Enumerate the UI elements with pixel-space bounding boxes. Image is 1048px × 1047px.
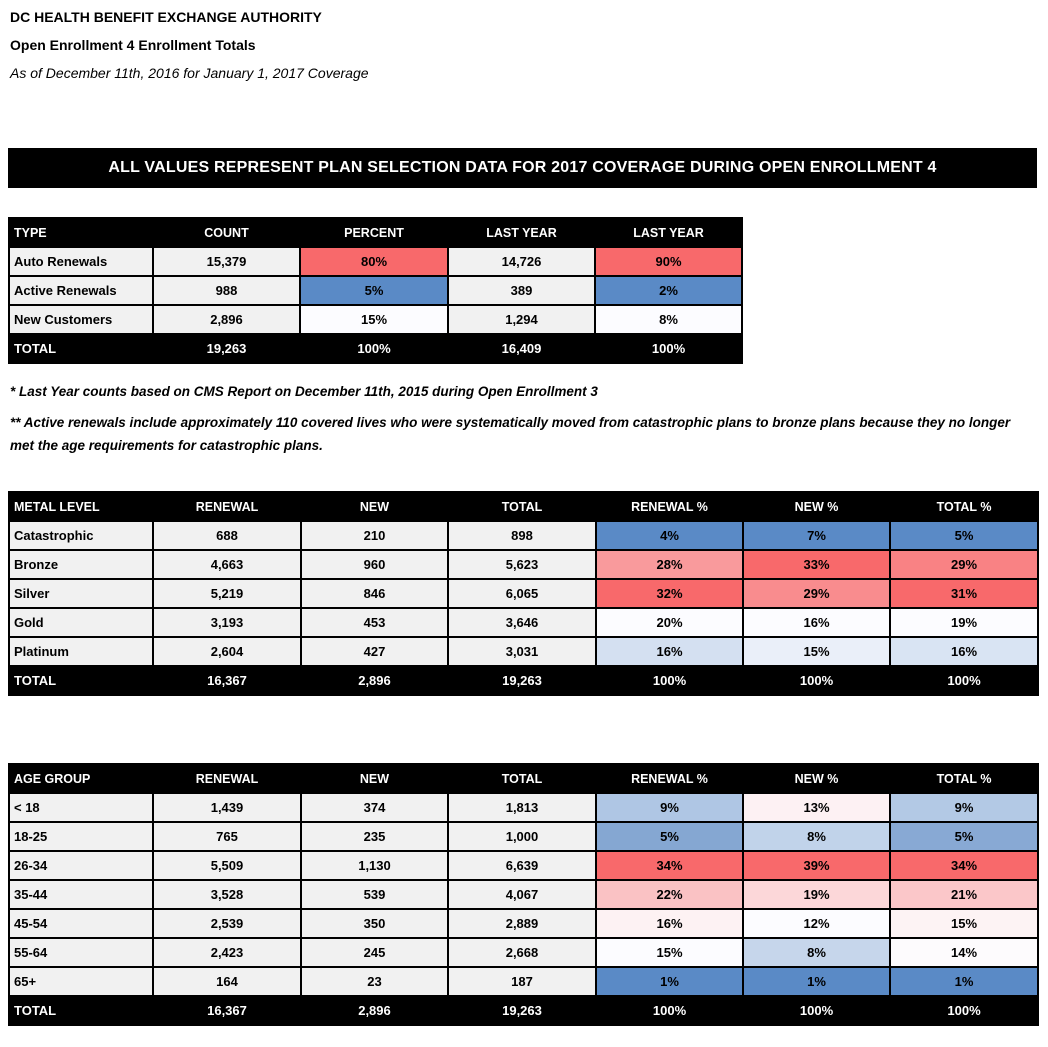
value-cell: 187 (448, 967, 596, 996)
value-cell: 100% (595, 334, 742, 363)
data-row (9, 909, 1038, 938)
column-header: RENEWAL % (596, 492, 743, 521)
value-cell: 453 (301, 608, 448, 637)
value-cell: 2,539 (153, 909, 301, 938)
value-cell: 100% (596, 666, 743, 695)
percent-cell: 15% (300, 305, 448, 334)
percent-cell: 8% (595, 305, 742, 334)
percent-cell: 31% (890, 579, 1038, 608)
data-row (9, 550, 1038, 579)
percent-cell: 28% (596, 550, 743, 579)
value-cell: 100% (596, 996, 743, 1025)
column-header: NEW % (743, 764, 890, 793)
column-header: PERCENT (300, 218, 448, 247)
header-row (9, 764, 1038, 793)
value-cell: 23 (301, 967, 448, 996)
percent-cell: 16% (596, 909, 743, 938)
total-row (9, 666, 1038, 695)
as-of-date-line: As of December 11th, 2016 for January 1, 2017 Coverage (10, 65, 369, 81)
value-cell: 245 (301, 938, 448, 967)
header-row (9, 492, 1038, 521)
value-cell: 15,379 (153, 247, 300, 276)
org-title: DC HEALTH BENEFIT EXCHANGE AUTHORITY (10, 9, 322, 25)
value-cell: 6,065 (448, 579, 596, 608)
value-cell: 1,130 (301, 851, 448, 880)
value-cell: 6,639 (448, 851, 596, 880)
value-cell: 374 (301, 793, 448, 822)
age-group-table (8, 763, 1039, 1026)
row-label: TOTAL (9, 334, 153, 363)
value-cell: 100% (890, 996, 1038, 1025)
footnote-active-renewals: ** Active renewals include approximately 110 covered lives who were systematically moved from catastrophic plans to bronze plans because they no longer met the age requirements for catastrophic plans. (10, 415, 1011, 453)
column-header: TOTAL (448, 492, 596, 521)
percent-cell: 15% (743, 637, 890, 666)
total-row (9, 996, 1038, 1025)
value-cell: 4,067 (448, 880, 596, 909)
percent-cell: 22% (596, 880, 743, 909)
value-cell: 846 (301, 579, 448, 608)
percent-cell: 5% (890, 521, 1038, 550)
percent-cell: 13% (743, 793, 890, 822)
column-header: METAL LEVEL (9, 492, 153, 521)
value-cell: 2,896 (301, 666, 448, 695)
value-cell: 765 (153, 822, 301, 851)
value-cell: 988 (153, 276, 300, 305)
data-row (9, 521, 1038, 550)
type-summary-table (8, 217, 743, 364)
percent-cell: 21% (890, 880, 1038, 909)
row-label: 65+ (9, 967, 153, 996)
row-label: Gold (9, 608, 153, 637)
report-title: Open Enrollment 4 Enrollment Totals (10, 37, 256, 53)
percent-cell: 29% (743, 579, 890, 608)
value-cell: 19,263 (153, 334, 300, 363)
value-cell: 100% (743, 666, 890, 695)
percent-cell: 1% (890, 967, 1038, 996)
row-label: < 18 (9, 793, 153, 822)
percent-cell: 32% (596, 579, 743, 608)
value-cell: 19,263 (448, 996, 596, 1025)
value-cell: 350 (301, 909, 448, 938)
value-cell: 3,193 (153, 608, 301, 637)
column-header: RENEWAL (153, 492, 301, 521)
plan-selection-banner (8, 148, 1037, 188)
percent-cell: 34% (890, 851, 1038, 880)
value-cell: 164 (153, 967, 301, 996)
percent-cell: 34% (596, 851, 743, 880)
row-label: Auto Renewals (9, 247, 153, 276)
percent-cell: 80% (300, 247, 448, 276)
value-cell: 5,623 (448, 550, 596, 579)
row-label: 55-64 (9, 938, 153, 967)
column-header: RENEWAL % (596, 764, 743, 793)
percent-cell: 14% (890, 938, 1038, 967)
title-block (10, 9, 369, 81)
percent-cell: 4% (596, 521, 743, 550)
value-cell: 1,000 (448, 822, 596, 851)
percent-cell: 12% (743, 909, 890, 938)
row-label: 35-44 (9, 880, 153, 909)
row-label: Silver (9, 579, 153, 608)
column-header: NEW (301, 764, 448, 793)
column-header: RENEWAL (153, 764, 301, 793)
percent-cell: 29% (890, 550, 1038, 579)
percent-cell: 8% (743, 938, 890, 967)
percent-cell: 9% (596, 793, 743, 822)
value-cell: 539 (301, 880, 448, 909)
value-cell: 2,889 (448, 909, 596, 938)
column-header: LAST YEAR (595, 218, 742, 247)
value-cell: 16,367 (153, 666, 301, 695)
data-row (9, 608, 1038, 637)
value-cell: 2,896 (301, 996, 448, 1025)
value-cell: 235 (301, 822, 448, 851)
data-row (9, 880, 1038, 909)
row-label: TOTAL (9, 666, 153, 695)
value-cell: 210 (301, 521, 448, 550)
percent-cell: 33% (743, 550, 890, 579)
row-label: Active Renewals (9, 276, 153, 305)
column-header: AGE GROUP (9, 764, 153, 793)
data-row (9, 851, 1038, 880)
row-label: 45-54 (9, 909, 153, 938)
percent-cell: 5% (300, 276, 448, 305)
percent-cell: 2% (595, 276, 742, 305)
metal-level-table (8, 491, 1039, 696)
column-header: TOTAL % (890, 492, 1038, 521)
percent-cell: 20% (596, 608, 743, 637)
value-cell: 3,646 (448, 608, 596, 637)
footnote-last-year: * Last Year counts based on CMS Report on December 11th, 2015 during Open Enrollment 3 (10, 384, 598, 399)
percent-cell: 39% (743, 851, 890, 880)
column-header: TOTAL (448, 764, 596, 793)
value-cell: 389 (448, 276, 595, 305)
row-label: TOTAL (9, 996, 153, 1025)
percent-cell: 1% (596, 967, 743, 996)
data-row (9, 822, 1038, 851)
value-cell: 2,668 (448, 938, 596, 967)
value-cell: 1,294 (448, 305, 595, 334)
percent-cell: 16% (890, 637, 1038, 666)
column-header: TYPE (9, 218, 153, 247)
row-label: Catastrophic (9, 521, 153, 550)
column-header: COUNT (153, 218, 300, 247)
value-cell: 960 (301, 550, 448, 579)
value-cell: 100% (743, 996, 890, 1025)
value-cell: 2,604 (153, 637, 301, 666)
percent-cell: 8% (743, 822, 890, 851)
value-cell: 19,263 (448, 666, 596, 695)
percent-cell: 16% (743, 608, 890, 637)
value-cell: 427 (301, 637, 448, 666)
value-cell: 100% (300, 334, 448, 363)
percent-cell: 90% (595, 247, 742, 276)
value-cell: 3,528 (153, 880, 301, 909)
column-header: NEW % (743, 492, 890, 521)
data-row (9, 637, 1038, 666)
value-cell: 2,423 (153, 938, 301, 967)
row-label: Bronze (9, 550, 153, 579)
value-cell: 16,409 (448, 334, 595, 363)
column-header: LAST YEAR (448, 218, 595, 247)
data-row (9, 793, 1038, 822)
percent-cell: 19% (890, 608, 1038, 637)
row-label: Platinum (9, 637, 153, 666)
value-cell: 3,031 (448, 637, 596, 666)
value-cell: 898 (448, 521, 596, 550)
value-cell: 5,219 (153, 579, 301, 608)
percent-cell: 9% (890, 793, 1038, 822)
percent-cell: 15% (596, 938, 743, 967)
total-row (9, 334, 742, 363)
value-cell: 16,367 (153, 996, 301, 1025)
data-row (9, 967, 1038, 996)
percent-cell: 7% (743, 521, 890, 550)
percent-cell: 5% (890, 822, 1038, 851)
value-cell: 5,509 (153, 851, 301, 880)
percent-cell: 15% (890, 909, 1038, 938)
data-row (9, 247, 742, 276)
value-cell: 688 (153, 521, 301, 550)
value-cell: 100% (890, 666, 1038, 695)
column-header: NEW (301, 492, 448, 521)
header-row (9, 218, 742, 247)
data-row (9, 938, 1038, 967)
percent-cell: 5% (596, 822, 743, 851)
data-row (9, 276, 742, 305)
row-label: 18-25 (9, 822, 153, 851)
data-row (9, 579, 1038, 608)
value-cell: 14,726 (448, 247, 595, 276)
row-label: New Customers (9, 305, 153, 334)
value-cell: 1,439 (153, 793, 301, 822)
percent-cell: 16% (596, 637, 743, 666)
value-cell: 4,663 (153, 550, 301, 579)
data-row (9, 305, 742, 334)
banner-text: ALL VALUES REPRESENT PLAN SELECTION DATA FOR 2017 COVERAGE DURING OPEN ENROLLMENT 4 (108, 159, 937, 176)
value-cell: 2,896 (153, 305, 300, 334)
value-cell: 1,813 (448, 793, 596, 822)
row-label: 26-34 (9, 851, 153, 880)
column-header: TOTAL % (890, 764, 1038, 793)
percent-cell: 19% (743, 880, 890, 909)
percent-cell: 1% (743, 967, 890, 996)
